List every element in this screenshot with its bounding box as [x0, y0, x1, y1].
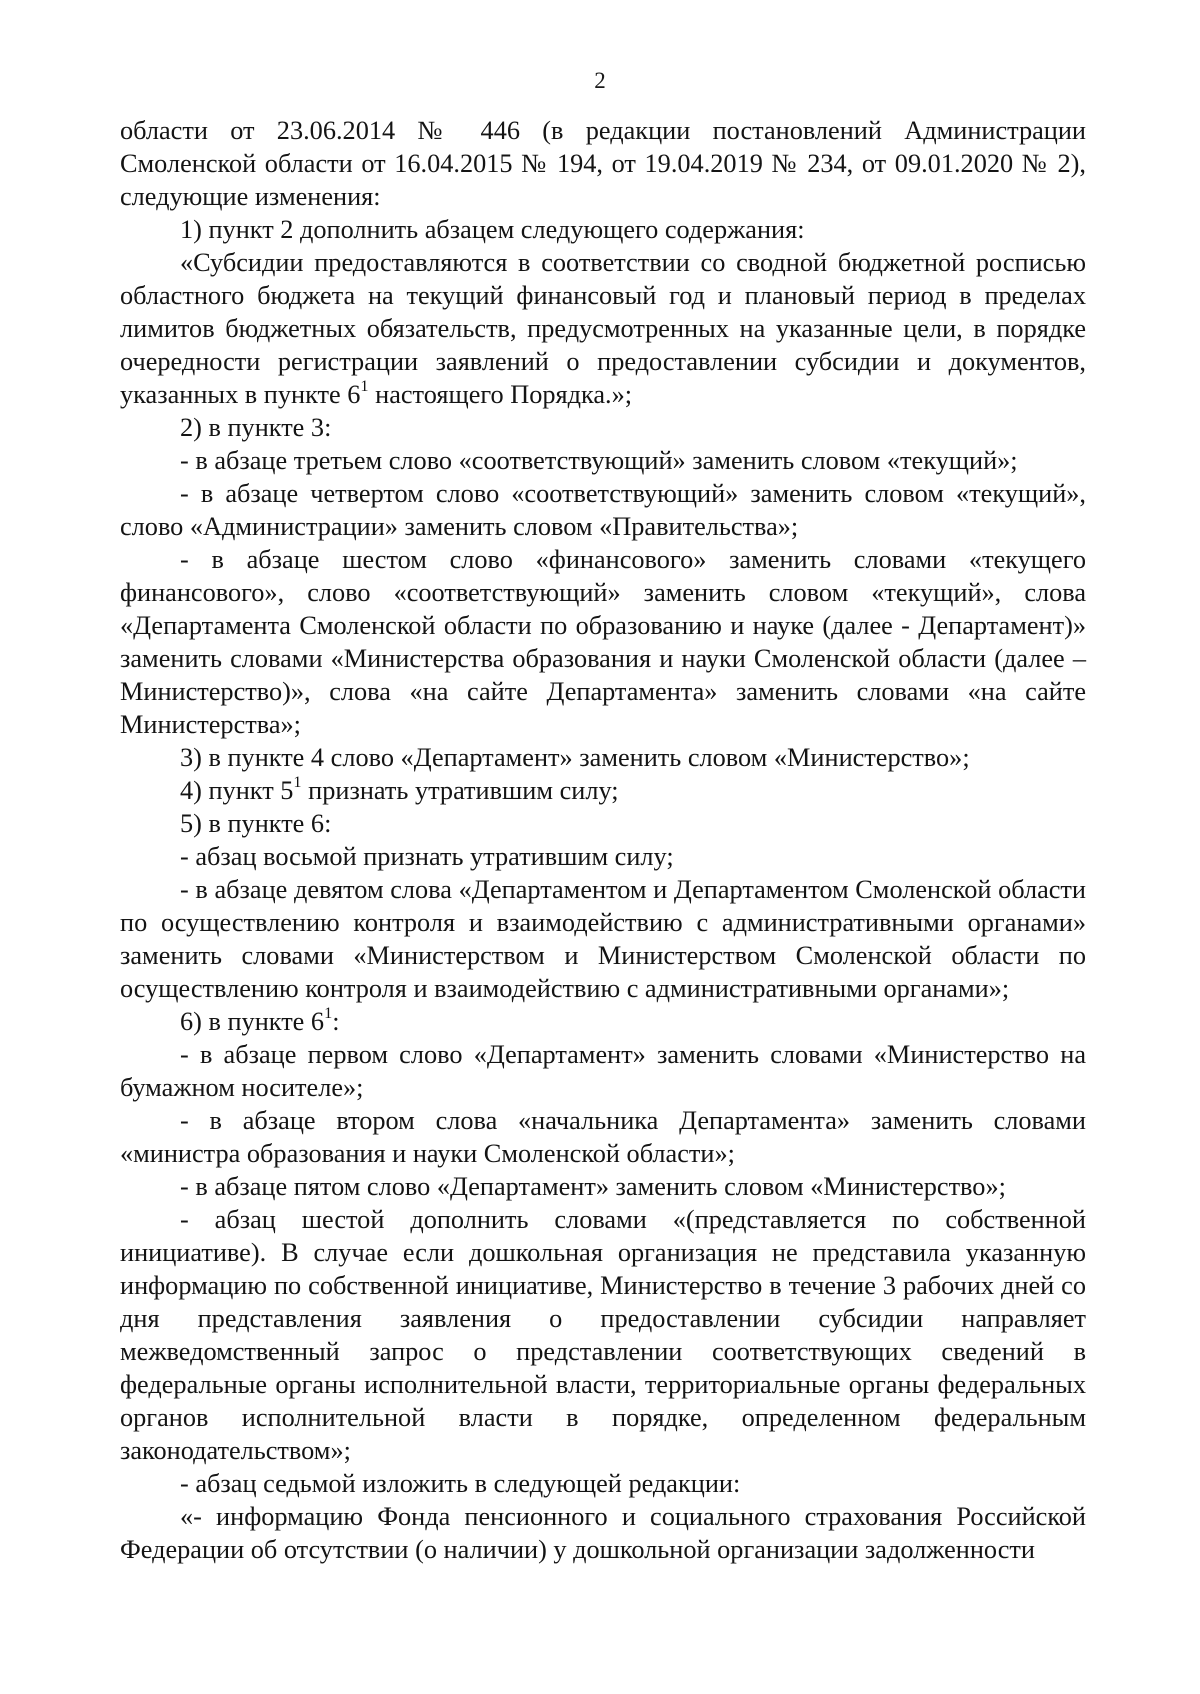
- paragraph-text: 6) в пункте 6: [180, 1007, 325, 1036]
- paragraph-text: - абзац шестой дополнить словами «(представляется по собственной инициативе). В случае если дошкольная организация не представила указанную информацию по собственной инициативе, Министерство в течение 3 рабочих дней со дня представления заявления о предоставлении субсидии направляет межведомственный запрос о представлении соответствующих сведений в федеральные органы исполнительной власти, территориальные органы федеральных органов исполнительной власти в порядке, определенном федеральным законодательством»;: [120, 1205, 1086, 1465]
- paragraph-text: - в абзаце четвертом слово «соответствующий» заменить словом «текущий», слово «Администрации» заменить словом «Правительства»;: [120, 479, 1086, 541]
- paragraph: [120, 213, 1086, 246]
- paragraph: [120, 873, 1086, 1005]
- paragraph-text: 5) в пункте 6:: [180, 809, 332, 838]
- paragraph: [120, 807, 1086, 840]
- paragraph: [120, 741, 1086, 774]
- paragraph-text: - в абзаце шестом слово «финансового» заменить словами «текущего финансового», слово «соответствующий» заменить словом «текущий», слова «Департамента Смоленской области по образованию и науке (далее - Департамент)» заменить словами «Министерства образования и науки Смоленской области (далее – Министерство)», слова «на сайте Департамента» заменить словами «на сайте Министерства»;: [120, 545, 1086, 739]
- paragraph: [120, 543, 1086, 741]
- paragraph: [120, 114, 1086, 213]
- paragraph: [120, 246, 1086, 411]
- paragraph-text-continued: настоящего Порядка.»;: [368, 380, 633, 409]
- paragraph-text: - в абзаце втором слова «начальника Департамента» заменить словами «министра образования и науки Смоленской области»;: [120, 1106, 1086, 1168]
- paragraph-text: 4) пункт 5: [180, 776, 294, 805]
- document-body: [120, 114, 1086, 1566]
- paragraph: [120, 771, 1086, 807]
- paragraph: [120, 1104, 1086, 1170]
- superscript: 1: [324, 1002, 333, 1022]
- paragraph: [120, 840, 1086, 873]
- paragraph-text: 1) пункт 2 дополнить абзацем следующего содержания:: [180, 215, 805, 244]
- paragraph-text: - абзац восьмой признать утратившим силу;: [180, 842, 674, 871]
- paragraph-text-continued: :: [332, 1007, 340, 1036]
- paragraph: [120, 1467, 1086, 1500]
- paragraph-text: - в абзаце пятом слово «Департамент» заменить словом «Министерство»;: [180, 1172, 1006, 1201]
- paragraph-text: - в абзаце первом слово «Департамент» заменить словами «Министерство на бумажном носителе»;: [120, 1040, 1086, 1102]
- paragraph: [120, 1170, 1086, 1203]
- superscript: 1: [293, 771, 302, 791]
- paragraph: [120, 411, 1086, 444]
- paragraph: [120, 1500, 1086, 1566]
- page-number: 2: [594, 68, 606, 93]
- paragraph-text: - в абзаце третьем слово «соответствующий» заменить словом «текущий»;: [180, 446, 1018, 475]
- paragraph-text: «- информацию Фонда пенсионного и социального страхования Российской Федерации об отсутствии (о наличии) у дошкольной организации задолженности: [120, 1502, 1086, 1564]
- paragraph: [120, 1203, 1086, 1467]
- paragraph-text: 3) в пункте 4 слово «Департамент» заменить словом «Министерство»;: [180, 743, 970, 772]
- paragraph: [120, 1002, 1086, 1038]
- paragraph-text-continued: признать утратившим силу;: [301, 776, 619, 805]
- paragraph: [120, 444, 1086, 477]
- paragraph-text: - абзац седьмой изложить в следующей редакции:: [180, 1469, 741, 1498]
- paragraph-text: области от 23.06.2014 № 446 (в редакции постановлений Администрации Смоленской области от 16.04.2015 № 194, от 19.04.2019 № 234, от 09.01.2020 № 2), следующие изменения:: [120, 116, 1086, 211]
- paragraph-text: - в абзаце девятом слова «Департаментом и Департаментом Смоленской области по осуществлению контроля и взаимодействию с административными органами» заменить словами «Министерством и Министерством Смоленской области по осуществлению контроля и взаимодействию с административными органами»;: [120, 875, 1086, 1003]
- paragraph-text: 2) в пункте 3:: [180, 413, 332, 442]
- paragraph-text: «Субсидии предоставляются в соответствии со сводной бюджетной росписью областного бюджета на текущий финансовый год и плановый период в пределах лимитов бюджетных обязательств, предусмотренных на указанные цели, в порядке очередности регистрации заявлений о предоставлении субсидии и документов, указанных в пункте 6: [120, 248, 1086, 409]
- paragraph: [120, 477, 1086, 543]
- paragraph: [120, 1038, 1086, 1104]
- superscript: 1: [360, 375, 369, 395]
